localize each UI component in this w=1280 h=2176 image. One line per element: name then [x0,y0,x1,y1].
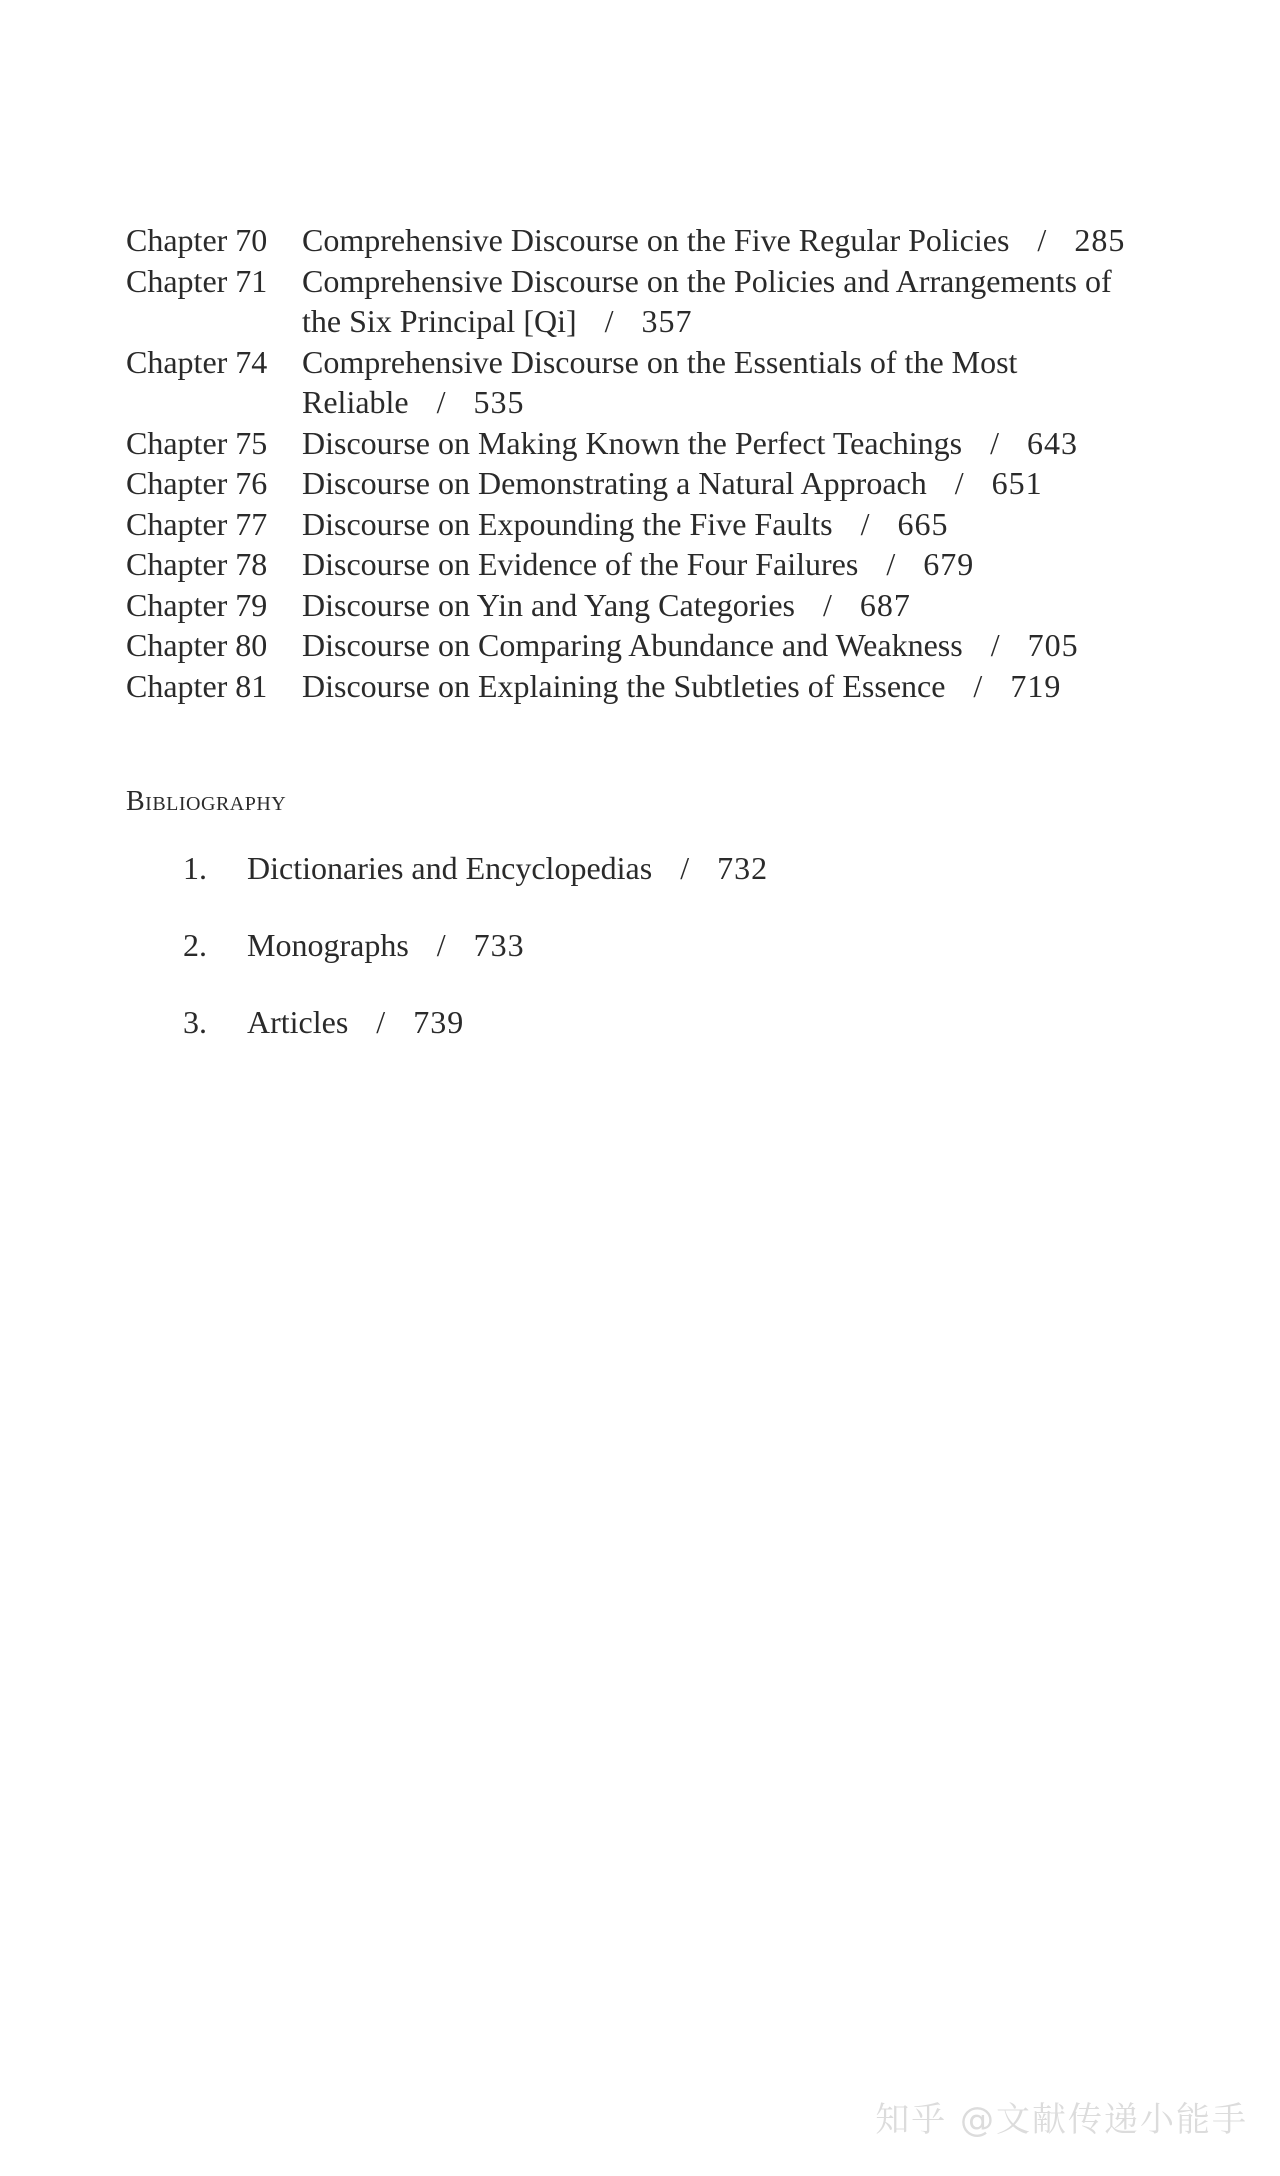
toc-entry-title-block [302,463,1152,504]
bibliography-heading: Bibliography [126,786,287,817]
toc-title: Comprehensive Discourse on the Five Regular Policies [302,222,1010,258]
toc-entry-title-block [302,423,1152,464]
toc-separator: / [990,424,1000,461]
toc-chapter-label: Chapter 71 [126,262,268,299]
toc-chapter-label: Chapter 80 [126,627,268,663]
toc-entry [126,544,1166,585]
toc-entry-title-block [302,625,1152,666]
bibliography-separator: / [436,927,446,963]
toc-separator: / [860,505,870,542]
bibliography-list [183,848,768,1079]
bibliography-item-title: Articles [247,1004,349,1040]
toc-entry [126,463,1166,504]
bibliography-item [183,848,768,925]
toc-entry [126,625,1166,666]
toc-chapter-label: Chapter 74 [126,343,268,380]
toc-title: Discourse on Making Known the Perfect Teachings [302,424,963,461]
toc-page-number: 705 [1027,627,1079,663]
toc-page-number: 357 [641,303,693,339]
bibliography-item-number: 3. [183,1004,207,1040]
toc-page-number: 651 [991,465,1043,501]
bibliography-item [183,1002,768,1079]
bibliography-separator: / [680,850,690,886]
toc-separator: / [886,546,896,582]
bibliography-item-title: Dictionaries and Encyclopedias [247,850,653,886]
toc-entry [126,220,1166,261]
toc-title: Comprehensive Discourse on the Policies and Arrangements of the Six Principal [Qi] [302,262,1112,339]
toc-chapter-label: Chapter 70 [126,222,268,258]
toc-title: Discourse on Demonstrating a Natural Approach [302,465,927,501]
toc-entry [126,666,1166,707]
toc-title: Discourse on Yin and Yang Categories [302,586,795,623]
toc-entry-title-block [302,342,1062,423]
toc-page-number: 719 [1010,667,1062,704]
toc-title: Discourse on Explaining the Subtleties of Essence [302,667,946,704]
toc-entry [126,423,1166,464]
toc-entry-title-block [302,220,1152,261]
toc-chapter-label: Chapter 77 [126,505,268,542]
toc-entry-title-block [302,666,1152,707]
toc-chapter-label: Chapter 75 [126,424,268,461]
bibliography-page-number: 739 [413,1004,465,1040]
toc-page-number: 665 [897,505,949,542]
toc-chapter-label: Chapter 76 [126,465,268,501]
bibliography-item-number: 2. [183,927,207,963]
bibliography-item-number: 1. [183,850,207,886]
toc-separator: / [990,627,1000,663]
toc-title: Discourse on Expounding the Five Faults [302,505,833,542]
toc-entry-title-block [302,504,1152,545]
toc-entry-title-block [302,261,1152,342]
toc-separator: / [436,384,446,420]
toc-title: Discourse on Evidence of the Four Failures [302,546,859,582]
toc-entry [126,585,1166,626]
watermark: 知乎 @文献传递小能手 [875,2100,1248,2140]
toc-page-number: 535 [473,384,525,420]
toc-page-number: 643 [1027,424,1079,461]
toc-chapter-label: Chapter 79 [126,586,268,623]
toc-separator: / [822,586,832,623]
toc-title: Comprehensive Discourse on the Essentials of the Most Reliable [302,343,1018,420]
toc-separator: / [973,667,983,704]
toc-chapter-label: Chapter 81 [126,667,268,704]
bibliography-page-number: 733 [473,927,525,963]
toc-chapter-label: Chapter 78 [126,546,268,582]
toc-entry-title-block [302,544,1152,585]
toc-entry [126,342,1166,423]
toc-separator: / [604,303,614,339]
toc-page-number: 687 [859,586,911,623]
toc-entry-title-block [302,585,1152,626]
toc-entry [126,504,1166,545]
toc-page-number: 285 [1074,222,1126,258]
table-of-contents [126,220,1166,706]
bibliography-page-number: 732 [717,850,769,886]
toc-page-number: 679 [923,546,975,582]
bibliography-separator: / [376,1004,386,1040]
toc-separator: / [1037,222,1047,258]
bibliography-item [183,925,768,1002]
toc-title: Discourse on Comparing Abundance and Weakness [302,627,963,663]
toc-separator: / [954,465,964,501]
toc-entry [126,261,1166,342]
bibliography-item-title: Monographs [247,927,409,963]
